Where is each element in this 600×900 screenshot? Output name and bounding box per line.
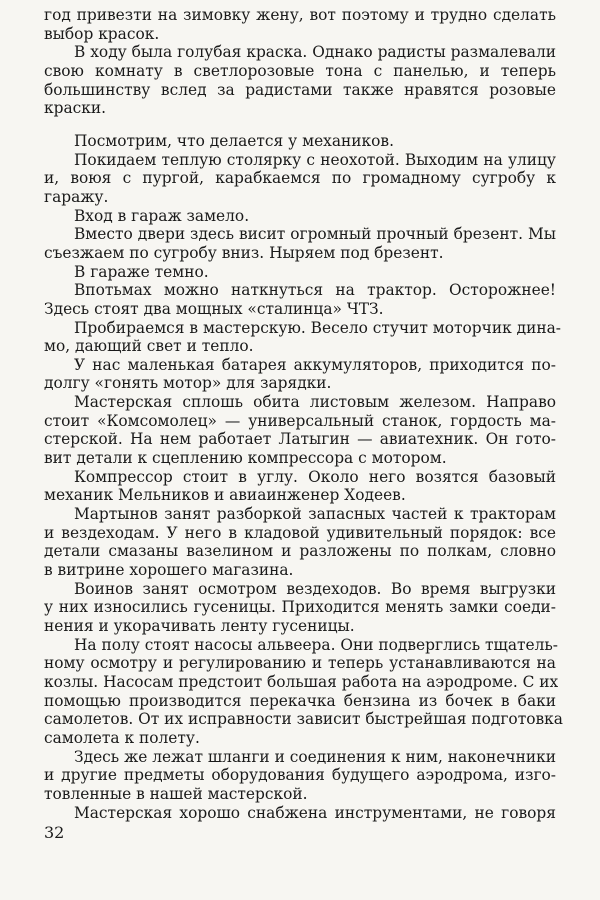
text-line: Посмотрим, что делается у механиков.: [74, 131, 394, 150]
text-line: Впотьмах можно наткнуться на трактор. Осторожнее!: [74, 281, 556, 300]
paragraph-6: [44, 225, 556, 262]
text-line: Пробираемся в мастерскую. Весело стучит моторчик дина-: [74, 318, 561, 337]
paragraph-2: [44, 43, 556, 118]
text-line: товленные в нашей мастерской.: [44, 784, 308, 803]
text-line: В гараже темно.: [74, 262, 209, 281]
text-line: стоит «Комсомолец» — универсальный станок, гордость ма-: [44, 411, 556, 430]
text-line: Вместо двери здесь висит огромный прочный брезент. Мы: [74, 225, 556, 244]
text-line: в витрине хорошего магазина.: [44, 561, 294, 580]
paragraph-10: [44, 356, 556, 393]
paragraph-13: [44, 505, 556, 580]
text-line: год привезти на зимовку жену, вот поэтому и трудно сделать: [44, 6, 556, 24]
text-line: и другие предметы оборудования будущего аэродрома, изго-: [44, 766, 556, 785]
text-line: гаражу.: [44, 187, 109, 206]
text-line: съезжаем по сугробу вниз. Ныряем под брезент.: [44, 243, 444, 262]
text-line: На полу стоят насосы альвеера. Они подверглись тщатель-: [74, 635, 558, 654]
paragraph-7: [44, 263, 556, 282]
text-line: свою комнату в светлорозовые тона с панелью, и теперь: [44, 61, 556, 80]
text-line: У нас маленькая батарея аккумуляторов, приходится по-: [74, 355, 556, 374]
paragraph-14: [44, 580, 556, 636]
text-line: механик Мельников и авиаинженер Ходеев.: [44, 486, 406, 505]
paragraph-17: [44, 804, 556, 823]
text-line: козлы. Насосам предстоит большая работа на аэродроме. С их: [44, 672, 559, 691]
text-line: ному осмотру и регулированию и теперь устанавливаются на: [44, 654, 556, 673]
text-line: В ходу была голубая краска. Однако радисты размалевали: [74, 43, 556, 62]
paragraph-3: [44, 132, 556, 151]
text-line: выбор красок.: [44, 24, 160, 43]
text-line: самолета к полету.: [44, 728, 200, 747]
text-line: Покидаем теплую столярку с неохотой. Выходим на улицу: [74, 150, 556, 169]
text-line: Мастерская сплошь обита листовым железом. Направо: [74, 393, 556, 412]
text-line: долгу «гонять мотор» для зарядки.: [44, 374, 332, 393]
paragraph-15: [44, 635, 563, 748]
text-line: детали смазаны вазелином и разложены по полкам, словно: [44, 542, 556, 561]
text-line: Мастерская хорошо снабжена инструментами, не говоря: [74, 803, 556, 822]
text-line: самолетов. От их исправности зависит быстрейшая подготовка: [44, 710, 563, 729]
text-line: вит детали к сцеплению компрессора с мотором.: [44, 449, 447, 468]
text-line: у них износились гусеницы. Приходится менять замки соеди-: [44, 598, 556, 617]
paragraph-4: [44, 151, 556, 207]
text-line: и, воюя с пургой, карабкаемся по громадному сугробу к: [44, 169, 556, 188]
paragraph-12: [44, 468, 556, 505]
text-line: мо, дающий свет и тепло.: [44, 337, 254, 356]
text-line: Здесь же лежат шланги и соединения к ним, наконечники: [74, 747, 556, 766]
paragraph-11: [44, 393, 556, 468]
paragraph-16: [44, 748, 556, 804]
paragraph-8: [44, 281, 556, 318]
text-line: Здесь стоят два мощных «сталинца» ЧТЗ.: [44, 299, 384, 318]
text-line: Вход в гараж замело.: [74, 206, 250, 225]
book-page: [44, 6, 563, 822]
text-line: стерской. На нем работает Латыгин — авиатехник. Он гото-: [44, 430, 556, 449]
text-line: большинству вслед за радистами также нравятся розовые: [44, 80, 556, 99]
paragraph-1: [44, 6, 556, 43]
text-line: помощью производится перекачка бензина из бочек в баки: [44, 691, 556, 710]
text-line: и вездеходам. У него в кладовой удивительный порядок: все: [44, 523, 556, 542]
text-line: Компрессор стоит в углу. Около него возятся базовый: [74, 467, 556, 486]
paragraph-5: [44, 207, 556, 226]
text-line: Воинов занят осмотром вездеходов. Во время выгрузки: [74, 579, 556, 598]
paragraph-gap: [44, 118, 556, 132]
text-line: краски.: [44, 99, 107, 118]
text-line: нения и укорачивать ленту гусеницы.: [44, 617, 355, 635]
page-number: 32: [44, 823, 65, 842]
text-line: Мартынов занят разборкой запасных частей к тракторам: [74, 505, 556, 524]
paragraph-9: [44, 318, 561, 356]
